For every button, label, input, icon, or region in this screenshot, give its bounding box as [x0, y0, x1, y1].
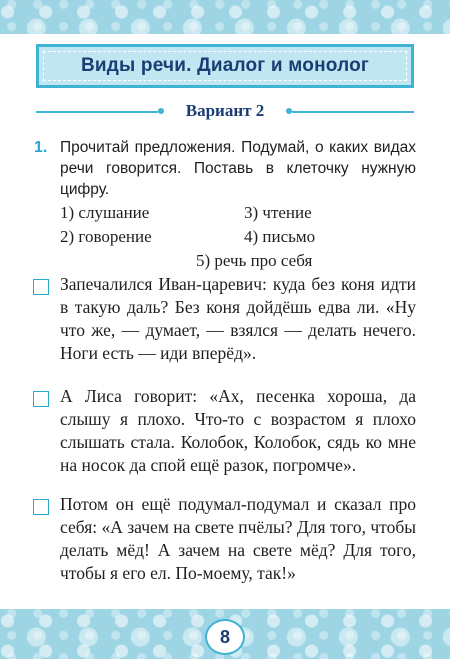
variant-header — [36, 101, 414, 121]
page-title: Виды речи. Диалог и монолог — [80, 55, 370, 76]
answer-box-2[interactable] — [33, 391, 49, 407]
page-number: 8 — [219, 626, 230, 647]
variant-label: Вариант 2 — [185, 101, 265, 120]
title-banner — [36, 44, 414, 88]
options-row-3 — [60, 251, 416, 273]
option-3: 3) чтение — [244, 203, 312, 222]
decorative-top-border — [0, 0, 450, 34]
page-number-badge — [205, 619, 245, 655]
options-row-1 — [60, 203, 416, 225]
passage-1: Запечалился Иван-царевич: куда без коня идти в такую даль? Без коня дойдёшь едва ли. «Ну что же, — думает, — взялся — делать нечего. Ноги есть — иди вперёд». — [60, 274, 416, 363]
answer-box-3[interactable] — [33, 499, 49, 515]
task-instruction: Прочитай предложения. Подумай, о каких видах речи говорится. Поставь в клеточку нужную цифру. — [60, 139, 416, 198]
task-number: 1. — [34, 139, 48, 156]
option-5: 5) речь про себя — [196, 251, 313, 270]
option-1: 1) слушание — [60, 203, 150, 222]
option-2: 2) говорение — [60, 227, 152, 246]
passage-2: А Лиса говорит: «Ах, песенка хороша, да слышу я плохо. Что-то с возрастом я плохо слышать стала. Колобок, Колобок, сядь ко мне на носок да спой ещё разок, погромче». — [60, 386, 416, 475]
passage-3: Потом он ещё подумал-подумал и сказал про себя: «А зачем на свете пчёлы? Для того, чтобы делать мёд! А зачем на свете мёд? Для того, чтобы я его ел. По-моему, так!» — [60, 494, 416, 583]
options-row-2 — [60, 227, 416, 249]
answer-box-1[interactable] — [33, 279, 49, 295]
option-4: 4) письмо — [244, 227, 316, 246]
